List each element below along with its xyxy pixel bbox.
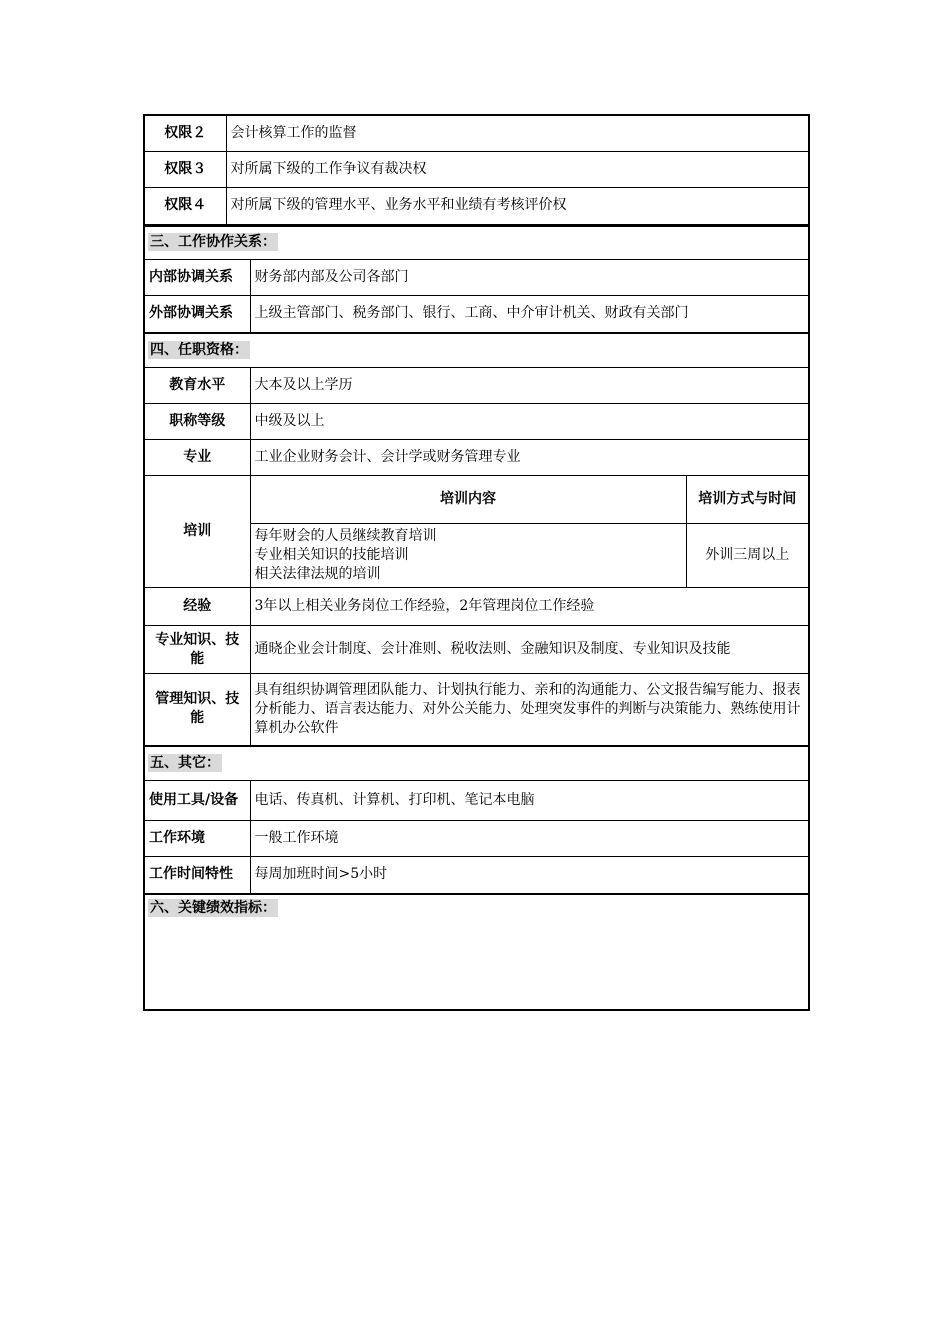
- tools-label: 使用工具/设备: [144, 781, 250, 821]
- major-value: 工业企业财务会计、会计学或财务管理专业: [250, 440, 809, 476]
- training-content-header: 培训内容: [250, 476, 686, 524]
- experience-label: 经验: [144, 588, 250, 626]
- tools-row: [144, 781, 809, 821]
- professional-skills-label: 专业知识、技能: [144, 626, 250, 674]
- internal-relations-label: 内部协调关系: [144, 260, 250, 296]
- professional-skills-row: [144, 626, 809, 674]
- major-label: 专业: [144, 440, 250, 476]
- title-level-value: 中级及以上: [250, 404, 809, 440]
- section-title: 五、其它：: [150, 754, 220, 771]
- section-header-other: [144, 746, 809, 781]
- internal-relations-row: [144, 260, 809, 296]
- training-item: 专业相关知识的技能培训: [254, 547, 409, 563]
- management-skills-value: 具有组织协调管理团队能力、计划执行能力、亲和的沟通能力、公文报告编写能力、报表分析能力、语言表达能力、对外公关能力、处理突发事件的判断与决策能力、熟练使用计算机办公软件: [250, 674, 809, 746]
- authority-value: 对所属下级的管理水平、业务水平和业绩有考核评价权: [226, 187, 809, 224]
- external-relations-label: 外部协调关系: [144, 296, 250, 333]
- work-time-label: 工作时间特性: [144, 857, 250, 894]
- authority-row-4: [144, 187, 809, 224]
- training-header-row: [144, 476, 809, 524]
- section-title: 四、任职资格：: [150, 341, 248, 358]
- section-title: 三、工作协作关系：: [150, 234, 276, 251]
- management-skills-label: 管理知识、技能: [144, 674, 250, 746]
- authority-label: 权限３: [144, 151, 226, 187]
- environment-value: 一般工作环境: [250, 821, 809, 857]
- section-header-qualifications: [144, 333, 809, 368]
- work-time-row: [144, 857, 809, 894]
- education-row: [144, 368, 809, 404]
- environment-label: 工作环境: [144, 821, 250, 857]
- authority-value: 会计核算工作的监督: [226, 115, 809, 151]
- tools-value: 电话、传真机、计算机、打印机、笔记本电脑: [250, 781, 809, 821]
- training-method-value: 外训三周以上: [686, 524, 809, 588]
- training-method-header: 培训方式与时间: [686, 476, 809, 524]
- management-skills-row: [144, 674, 809, 746]
- education-value: 大本及以上学历: [250, 368, 809, 404]
- work-time-value: 每周加班时间>5小时: [250, 857, 809, 894]
- authority-label: 权限２: [144, 115, 226, 151]
- authority-table: [143, 114, 810, 225]
- authority-label: 权限４: [144, 187, 226, 224]
- title-level-row: [144, 404, 809, 440]
- external-relations-row: [144, 296, 809, 333]
- training-label: 培训: [144, 476, 250, 588]
- major-row: [144, 440, 809, 476]
- training-item: 每年财会的人员继续教育培训: [254, 528, 437, 544]
- environment-row: [144, 821, 809, 857]
- section-header-collaboration: [144, 226, 809, 260]
- title-level-label: 职称等级: [144, 404, 250, 440]
- internal-relations-value: 财务部内部及公司各部门: [250, 260, 809, 296]
- training-items: [250, 524, 686, 588]
- authority-value: 对所属下级的工作争议有裁决权: [226, 151, 809, 187]
- main-table: [143, 225, 810, 1011]
- external-relations-value: 上级主管部门、税务部门、银行、工商、中介审计机关、财政有关部门: [250, 296, 809, 333]
- section-header-kpi: [144, 894, 809, 1010]
- authority-row-3: [144, 151, 809, 187]
- section-title: 六、关键绩效指标：: [150, 899, 276, 916]
- education-label: 教育水平: [144, 368, 250, 404]
- job-description-sheet: [143, 114, 808, 1011]
- training-item: 相关法律法规的培训: [254, 566, 381, 582]
- experience-value: 3年以上相关业务岗位工作经验，2年管理岗位工作经验: [250, 588, 809, 626]
- authority-row-2: [144, 115, 809, 151]
- professional-skills-value: 通晓企业会计制度、会计准则、税收法则、金融知识及制度、专业知识及技能: [250, 626, 809, 674]
- experience-row: [144, 588, 809, 626]
